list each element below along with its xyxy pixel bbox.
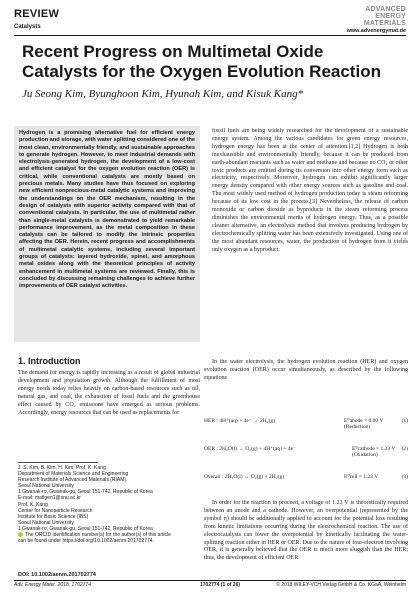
footer-divider [14, 580, 406, 581]
intro-paragraph: The demand for energy is rapidly increasing as a result of global industrial development and population growth. Although the fulfillment of most energy needs today relies heavily on carbon-based resources such as oil, natural gas, and coal, the exhaustion of fossil fuels and the greenhouse effect caused by CO₂ emissions have emerged as serious problems. Accordingly, energy resources that can be used as replacements for [18, 370, 200, 416]
author-list: Ju Seong Kim, Byunghoon Kim, Hyunah Kim, and Kisuk Kang* [22, 88, 304, 100]
equation-number: (1) [401, 418, 408, 424]
copyright-notice: © 2018 WILEY-VCH Verlag GmbH & Co. KGaA, Weinheim [276, 582, 406, 588]
equation-body: HER : 4H⁺(aq) + 4e⁻ → 2H₂(g) [204, 418, 276, 424]
equation-number: (3) [401, 474, 408, 480]
footnote-line: Institute for Basic Science (IBS) [18, 513, 89, 520]
abstract-box: Hydrogen is a promising alternative fuel for efficient energy production and storage, with water splitting considered one of the most clean, environmentally friendly, and sustainable approaches to generate hydrogen. However, to meet industrial demands with electrolysis-generated hydrogen, the development of a low-cost and efficient catalyst for the oxygen evolution reaction (OER) is critical, while conventional catalysts are mostly based on precious metals. Many studies have thus focused on exploring new efficient nonprecious-metal catalytic systems and improving the understandings on the OER mechanism, resulting in the design of catalysts with superior activity compared with that of conventional catalysts. In particular, the use of multimetal rather than single-metal catalysts is demonstrated to yield remarkable performance improvement, as the metal composition in these catalysts can be tailored to modify the intrinsic properties affecting the OER. Herein, recent progress and accomplishments of multimetal catalytic systems, including several important groups of catalysts: layered hydroxide, spinel, and amorphous metal oxides along with the theoretical principles of activity enhancement in multimetal systems are reviewed. Finally, this is concluded by discussing remaining challenges to achieve further improvements of OER catalyst activities. [14, 126, 200, 342]
page-number: 1702774 (1 of 26) [200, 582, 241, 588]
equation-potential: E⁰cell = 1.23 V [344, 474, 379, 480]
footnote-line: J. S. Kim, B. Kim, H. Kim, Prof. K. Kang [18, 465, 106, 471]
footnote-divider [18, 462, 98, 463]
category-label: Catalysts [14, 24, 41, 30]
footnote-line: Seoul National University [18, 483, 74, 490]
equation-body: OER : 2H₂O(l) → O₂(g) + 4H⁺(aq) + 4e⁻ [204, 446, 296, 452]
paper-title: Recent Progress on Multimetal Oxide Catalysts for the Oxygen Evolution Reaction [22, 42, 381, 81]
section-heading-introduction: 1. Introduction [18, 356, 81, 366]
affiliation-footnotes [18, 465, 200, 544]
journal-url-link[interactable]: www.advenergymat.de [346, 28, 406, 34]
equation-body: Overall : 2H₂O(l) → O₂(g) + 2H₂(g) [204, 474, 285, 480]
footnote-line: Department of Materials Science and Engineering [18, 471, 129, 478]
logo-line: ENERGY [375, 13, 406, 20]
orcid-icon [18, 532, 23, 537]
equation-potential: E⁰anode = 0.00 V (Reduction) [344, 418, 384, 430]
journal-logo [364, 6, 406, 27]
footnote-line: Seoul National University [18, 519, 74, 526]
section-label: REVIEW [14, 8, 60, 20]
footnote-line: Prof. K. Kang [18, 501, 48, 508]
orcid-link[interactable]: can be found under https://doi.org/10.1002/aenm.201702774. [18, 538, 154, 545]
equation-potential: E⁰cathode = 1.23 V (Oxidation) [352, 446, 396, 458]
equation-her [204, 418, 408, 428]
equation-oer [204, 446, 408, 456]
body-paragraph-overpotential: In order for the reaction to proceed, a voltage of 1.23 V is theoretically required between an anode and a cathode. However, an overpotential (represented by the symbol η) should be additionally applied to account for the potential loss resulting from kinetic limitations occurring during the electrochemical reaction. The use of electrocatalysts can lower the overpotential by kinetically facilitating the water-splitting reaction either in HER or OER. Due to the nature of four-electron involving OER, it is generally believed that the OER is much more sluggish than the HER; thus, the development of efficient OER [204, 500, 408, 562]
footnote-line: Research Institute of Advanced Materials (RIAM) [18, 477, 127, 484]
equation-overall [204, 474, 408, 484]
body-text-right-column: fossil fuels are being widely researched for the development of a sustainable energy system. Among the various candidates for green energy resources, hydrogen energy has been at the center of attention.[1,2] Hydrogen is both inexhaustible and environmentally friendly, because it can be produced from earth-abundant reactants such as water and methane and because no CO₂ or other toxic products are emitted during its conversion into other energy form such as electricity, respectively. Moreover, hydrogen can exhibit significantly larger energy density compared with other energy sources such as gasoline and coal. The most widely used method of hydrogen production today is steam reforming because of its low cost in the process.[3] Nevertheless, the release of carbon monoxide or carbon dioxide as byproducts in the steam reforming process diminishes the environmental merits of hydrogen energy. Thus, as a possible cleaner alternative, an electrolysis method that involves producing hydrogen by electrochemically splitting water has been extensively investigated. Using one of the most abundant resources, water, the production of hydrogen from it yields only oxygen as a byproduct. [212, 128, 408, 253]
journal-citation: Adv. Energy Mater. 2018, 1702774 [14, 582, 91, 588]
footnote-line: 1 Gwanak-ro, Gwanak-gu, Seoul 151-742, Republic of Korea [18, 489, 153, 496]
page-footer [14, 582, 406, 590]
footnote-line: Center for Nanoparticle Research [18, 507, 93, 514]
header-divider [14, 35, 406, 36]
body-paragraph-electrolysis: In the water electrolysis, the hydrogen evolution reaction (HER) and oxygen evolution reaction (OER) occur simultaneously, as described by the following equations [204, 359, 408, 381]
equation-number: (2) [401, 446, 408, 452]
logo-line: MATERIALS [363, 20, 406, 27]
orcid-text: The ORCID identification number(s) for the author(s) of this article [25, 532, 171, 539]
page-header [14, 6, 406, 34]
doi-link[interactable]: DOI: 10.1002/aenm.201702774 [18, 572, 96, 578]
footnote-email[interactable]: E-mail: matlgen1@snu.ac.kr [18, 495, 81, 502]
logo-line: ADVANCED [365, 6, 406, 13]
footnote-line: 1 Gwanak-ro, Gwanak-gu, Seoul 151-742, Republic of Korea [18, 525, 153, 532]
